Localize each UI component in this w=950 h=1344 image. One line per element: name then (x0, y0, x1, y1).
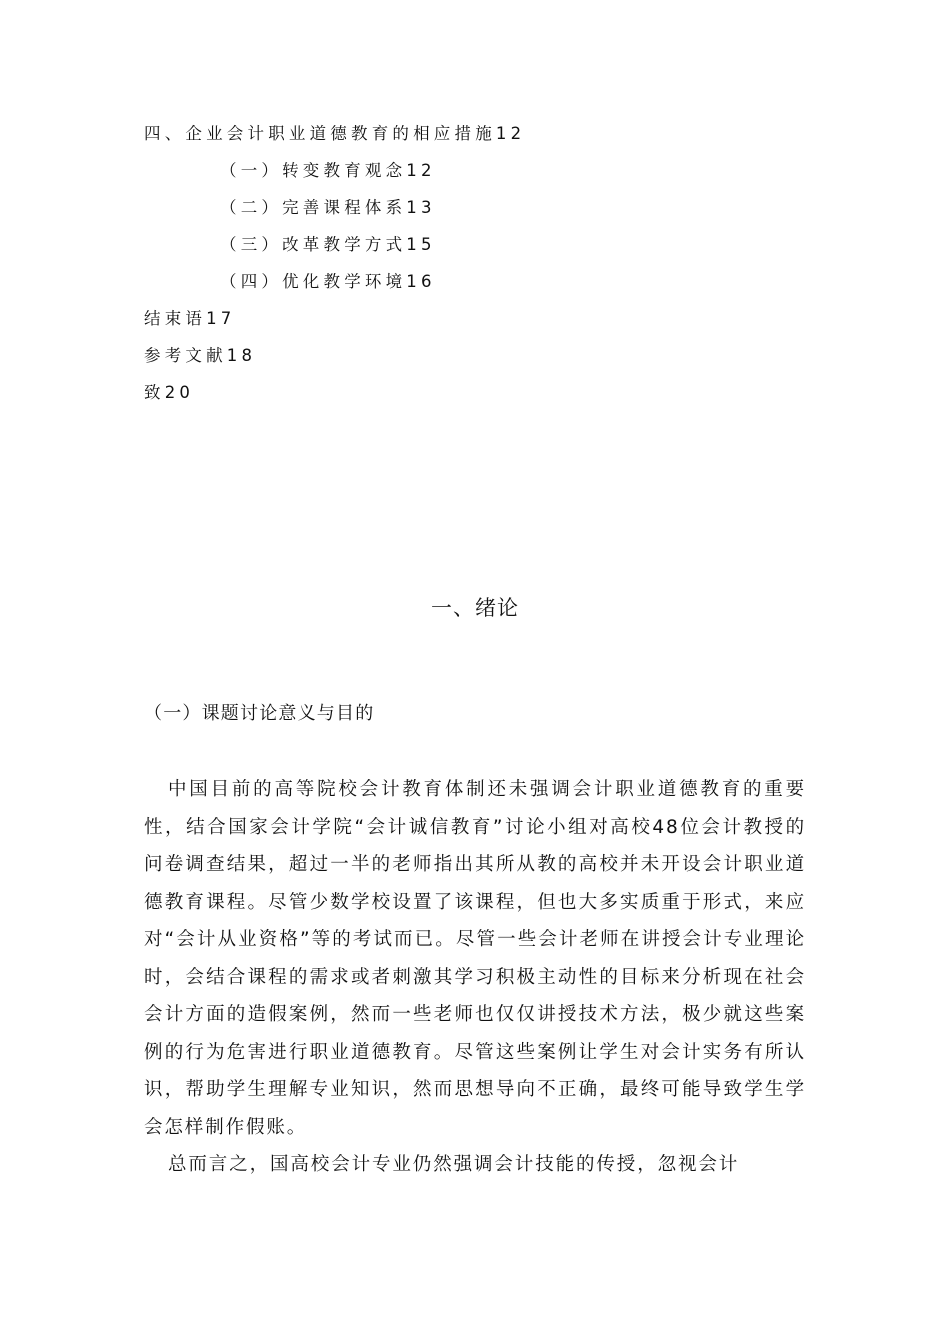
toc-entry-4-2[interactable]: （二）完善课程体系13 (220, 198, 436, 217)
body-text (144, 771, 806, 1184)
toc-entry-conclusion[interactable]: 结束语17 (144, 309, 236, 328)
toc-entry-references[interactable]: 参考文献18 (144, 346, 257, 365)
section-heading: 一、绪论 (431, 596, 519, 620)
toc-entry-4-3[interactable]: （三）改革教学方式15 (220, 235, 436, 254)
subsection-heading: （一）课题讨论意义与目的 (144, 703, 375, 724)
table-of-contents (144, 122, 784, 418)
toc-entry-4-1[interactable]: （一）转变教育观念12 (220, 161, 436, 180)
paragraph: 中国目前的高等院校会计教育体制还未强调会计职业道德教育的重要性，结合国家会计学院“会计诚信教育”讨论小组对高校48位会计教授的问卷调查结果，超过一半的老师指出其所从教的高校并未开设会计职业道德教育课程。尽管少数学校设置了该课程，但也大多实质重于形式，来应对“会计从业资格”等的考试而已。尽管一些会计老师在讲授会计专业理论时，会结合课程的需求或者刺激其学习积极主动性的目标来分析现在社会会计方面的造假案例，然而一些老师也仅仅讲授技术方法，极少就这些案例的行为危害进行职业道德教育。尽管这些案例让学生对会计实务有所认识，帮助学生理解专业知识，然而思想导向不正确，最终可能导致学生学会怎样制作假账。 (144, 779, 806, 1138)
toc-entry-chapter-4[interactable]: 四、企业会计职业道德教育的相应措施12 (144, 124, 526, 143)
toc-entry-acknowledgements[interactable]: 致20 (144, 383, 195, 402)
paragraph: 总而言之，国高校会计专业仍然强调会计技能的传授，忽视会计 (168, 1154, 740, 1175)
toc-entry-4-4[interactable]: （四）优化教学环境16 (220, 272, 436, 291)
